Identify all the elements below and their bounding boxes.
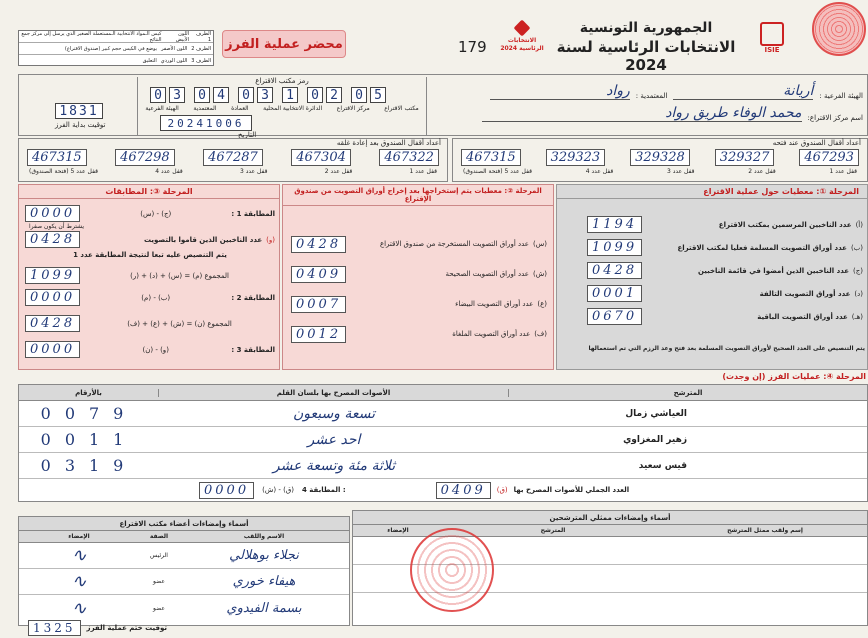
stage4-totals: 0000 (ش) - (ق) المطابقة 4 : 0409 (ق) العدد الجملي للأصوات المصرح بها	[19, 479, 867, 501]
candidate-row: 0079 تسعة وسبعون العياشي زمال	[19, 401, 867, 427]
badge	[222, 30, 346, 58]
stage1-rows	[587, 213, 863, 328]
start-time: 1831 توقيت بداية الفرز	[55, 104, 106, 129]
stage1-section	[556, 184, 868, 370]
stage2-row: (ف) عدد أوراق التصويت الملغاة 0012	[291, 319, 547, 349]
stage2-rows	[291, 229, 547, 349]
zero-note: يشترط أن يكون صفرا	[29, 223, 85, 230]
stage3-title: المرحلة ③: المطابقات	[19, 185, 279, 199]
signature-mark: ∿	[71, 545, 87, 566]
stage1-note: يتم التنصيص على العدد الصحيح لأوراق التصويت المسلمة بعد فتح وعد الرزم التي تم استعمالها	[588, 345, 865, 352]
doc-number: 179	[458, 38, 487, 56]
sum-m-row: المجموع (م) = (س) + (د) + (ر) 1099	[25, 267, 275, 284]
seals-before-labels: قفل عدد 1 قفل عدد 2 قفل عدد 3 قفل عدد 4 قفل عدد 5 (فتحة الصندوق)	[463, 168, 857, 175]
official-stamp-top	[812, 2, 866, 56]
badge-text: محضر عملية الفرز	[225, 36, 343, 52]
reps-title: أسماء وإمضاءات ممثلي المترشحين	[353, 511, 867, 525]
envelope-row: الظرف 2 اللون الأصفر يوضع في الكيس حجم كبير (صندوق الاقتراع)	[19, 43, 213, 55]
stage2-row: (س) عدد أوراق التصويت المستخرجة من صندوق الاقتراع 0428	[291, 229, 547, 259]
seals-after: أعداد أقفال الصندوق بعد إعادة غلقه 467315 467298 467287 467304 467322 قفل عدد 1 قفل عدد 2 قفل عدد 3 قفل عدد 4 قفل عدد 5 (فتحة الصندوق)	[18, 138, 448, 182]
envelope-row: الظرف 3 اللون الوردي التعليق	[142, 57, 211, 64]
candidate-row: 0011 احد عشر زهير المغزاوي	[19, 427, 867, 453]
seals-after-labels: قفل عدد 1 قفل عدد 2 قفل عدد 3 قفل عدد 4 قفل عدد 5 (فتحة الصندوق)	[29, 168, 437, 175]
stage2-section	[282, 184, 554, 370]
page-title: الجمهورية التونسية	[579, 20, 713, 36]
stage1-row: (أ) عدد الناخبين المرسمين بمكتب الاقتراع 1194	[587, 213, 863, 236]
stage1-row: (هـ) عدد أوراق التصويت الباقية 0670	[587, 305, 863, 328]
stage2-row: (ش) عدد أوراق التصويت الصحيحة 0409	[291, 259, 547, 289]
stage1-row: (د) عدد أوراق التصويت التالفة 0001	[587, 282, 863, 305]
match3-row: المطابقة 3 : (و) - (ن) 0000	[25, 341, 275, 358]
match2-row: المطابقة 2 : (ب) - (م) 0000	[25, 289, 275, 306]
stage1-row: (ج) عدد الناخبين الذين أمضوا في قائمة الناخبين 0428	[587, 259, 863, 282]
candidate-row: 0319 ثلاثة مئة وتسعة عشر قيس سعيد	[19, 453, 867, 479]
member-row: ∿ الرئيس نجلاء بوهلالي	[19, 543, 349, 569]
members-table	[18, 516, 350, 626]
envelope-row: الظرف 1 اللون الأبيض كيس الـمواد الانتخابية الـمستعملة الصغير الذي يرسل إلى مركز جمع النتائج	[19, 31, 213, 43]
stage4-title: المرحلة ④: عمليات الفرز (إن وجدت)	[722, 372, 866, 381]
signature-mark: ∿	[71, 597, 87, 619]
seals-before: أعداد أقفال الصندوق عند فتحه 467315 329323 329328 329327 467293 قفل عدد 1 قفل عدد 2 قفل عدد 3 قفل عدد 4 قفل عدد 5 (فتحة الصندوق)	[452, 138, 868, 182]
seals-after-values: 467315 467298 467287 467304 467322	[19, 147, 447, 168]
date-digits: 20241006	[160, 115, 426, 131]
stage3-note: يتم التنصيص عليه تبعا لنتيجة المطابقة عدد 1	[73, 251, 227, 259]
office-code-digits: 0 3 0 4 0 3 1 0 2 0 5	[150, 87, 426, 103]
match1-row: المطابقة 1 : (ج) - (س) 0000	[25, 205, 275, 222]
stage4-header: بالأرقام الأصوات المصرح بها بلسان القلم المترشح	[19, 385, 867, 401]
center-row: اسم مركز الاقتراع: محمد الوفاء طريق رواد	[463, 105, 863, 122]
reps-header: الإمضاء المترشح إسم ولقب ممثل المترشح	[353, 525, 867, 537]
stage4-table	[18, 384, 868, 502]
stage2-title: المرحلة ②: معطيات يتم إستخراجها بعد إخراج أوراق التصويت من صندوق الإقتراع	[283, 185, 553, 206]
stage1-row: (ب) عدد أوراق التصويت المسلمة فعليا لمكتب الاقتراع 1099	[587, 236, 863, 259]
voters-row: (و) عدد الناخبين الذين قاموا بالتصويت 0428	[25, 231, 275, 248]
member-row: ∿ عضو هيفاء خوري	[19, 569, 349, 595]
stage1-title: المرحلة ①: معطيات حول عملية الاقتراع	[557, 185, 867, 199]
end-time: 1325 توقيت ختم عملية الفرز	[28, 620, 167, 636]
sum-n-row: المجموع (ن) = (ش) + (ع) + (ف) 0428	[25, 315, 275, 332]
stage3-section	[18, 184, 280, 370]
official-stamp-bottom	[410, 528, 494, 612]
signature-mark: ∿	[71, 571, 87, 592]
seals-before-values: 467315 329323 329328 329327 467293	[453, 147, 867, 168]
election-logo: الانتخابات الرئاسية 2024	[500, 22, 544, 62]
start-time-digits: 1831	[55, 103, 105, 119]
stage2-row: (ع) عدد أوراق التصويت البيضاء 0007	[291, 289, 547, 319]
members-header: الإمضاء الصفة الاسم واللقب	[19, 531, 349, 543]
identity-section	[18, 74, 868, 139]
members-title: أسماء وإمضاءات أعضاء مكتب الاقتراع	[19, 517, 349, 531]
isie-logo: ISIE	[752, 22, 792, 62]
office-code-labels: مكتب الاقتراع مركز الاقتراع الدائرة الانتخابية المحلية العمادة المعتمدية الهيئة الفرعية	[145, 105, 419, 112]
envelope-table	[18, 30, 214, 66]
page-subtitle: الانتخابات الرئاسية لسنة 2024	[556, 38, 736, 74]
office-code: رمز مكتب الاقتراع 0 3 0 4 0 3 1 0 2 0 5 مكتب الاقتراع مركز الاقتراع الدائرة الانتخابية المحلية العمادة المعتمدية الهيئة الفرعية 20241006 التاريخ	[137, 77, 427, 135]
region-row: الهيئة الفرعية : أريانة المعتمدية : رواد	[463, 83, 863, 100]
member-row: ∿ عضو بسمة الفيدوي	[19, 595, 349, 621]
